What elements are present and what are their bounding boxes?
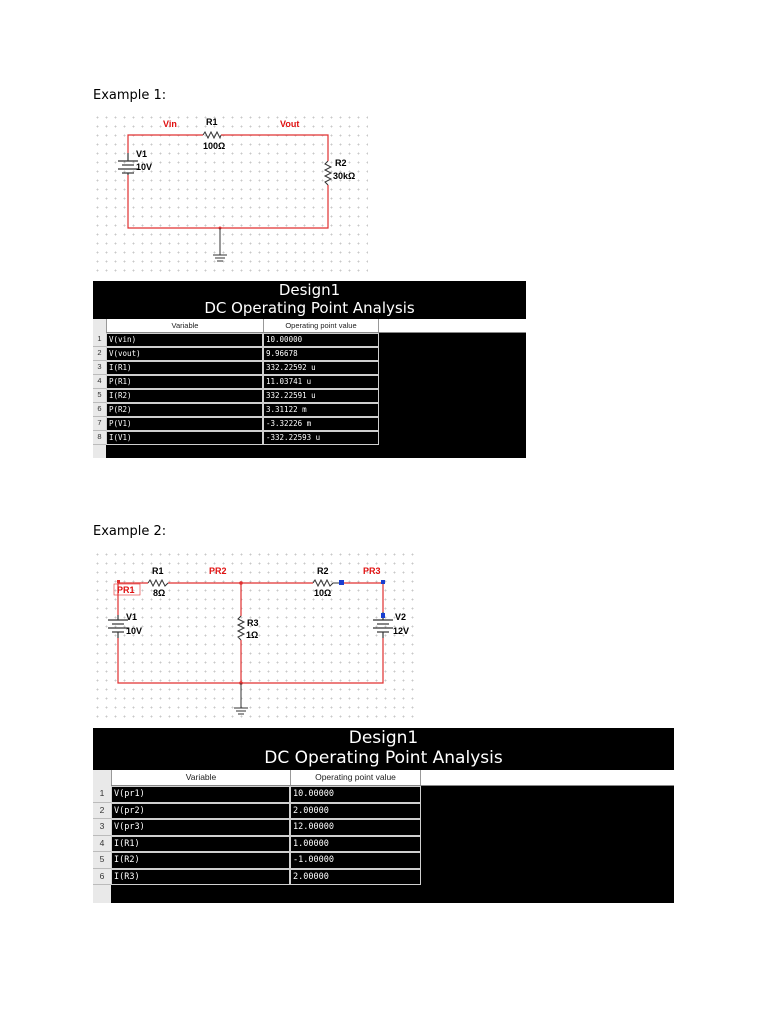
row-index: 5 (93, 389, 106, 403)
header-value: Operating point value (263, 319, 379, 332)
value-cell: 9.96678 (263, 347, 379, 361)
variable-cell: I(R1) (106, 361, 263, 375)
header-variable: Variable (111, 770, 290, 785)
header-index-cell (93, 770, 111, 785)
variable-cell: P(R1) (106, 375, 263, 389)
probe-marker (339, 580, 344, 585)
resistor-r1-symbol (148, 580, 168, 586)
variable-cell: I(V1) (106, 431, 263, 445)
variable-cell: V(pr1) (111, 786, 290, 803)
probe-label-pr1: PR1 (117, 585, 135, 595)
circuit-wires (128, 135, 328, 228)
results-header-row (93, 770, 674, 786)
node-label-vout: Vout (280, 119, 300, 129)
results-subtitle: DC Operating Point Analysis (264, 748, 503, 768)
value-cell: 3.31122 m (263, 403, 379, 417)
v1-name: V1 (136, 149, 148, 159)
header-index-cell (93, 319, 106, 332)
value-cell: -332.22593 u (263, 431, 379, 445)
node-label-vin: Vin (163, 119, 177, 129)
results-title: Design1 (348, 728, 419, 748)
row-index: 8 (93, 431, 106, 445)
value-cell: 332.22591 u (263, 389, 379, 403)
r3-value: 1Ω (246, 630, 259, 640)
r2-value: 10Ω (314, 588, 332, 598)
variable-cell: I(R3) (111, 869, 290, 886)
row-index: 1 (93, 786, 111, 803)
resistor-r1-symbol (203, 132, 221, 138)
r2-value: 30kΩ (333, 171, 356, 181)
example-1-schematic (93, 113, 368, 273)
dc-source-v1-symbol (108, 615, 128, 638)
row-index: 4 (93, 836, 111, 853)
row-index: 6 (93, 403, 106, 417)
v1-value: 10V (136, 162, 153, 172)
r1-value: 100Ω (203, 141, 226, 151)
resistor-r2-symbol (325, 161, 331, 185)
probe-label-pr3: PR3 (363, 566, 381, 576)
example-2-schematic (93, 550, 416, 718)
variable-cell: I(R2) (106, 389, 263, 403)
value-cell: 11.03741 u (263, 375, 379, 389)
probe-marker (117, 580, 120, 583)
example-2-results-panel (93, 728, 674, 903)
variable-cell: P(R2) (106, 403, 263, 417)
example-1-results-panel (93, 281, 526, 458)
resistor-r2-symbol (313, 580, 341, 586)
probe-marker (381, 580, 385, 584)
value-cell: 332.22592 u (263, 361, 379, 375)
value-cell: 1.00000 (290, 836, 421, 853)
r1-value: 8Ω (153, 588, 166, 598)
r1-name: R1 (206, 117, 218, 127)
value-cell: 10.00000 (263, 333, 379, 347)
row-index: 3 (93, 361, 106, 375)
header-variable: Variable (106, 319, 263, 332)
variable-cell: I(R2) (111, 852, 290, 869)
row-index: 6 (93, 869, 111, 886)
row-index: 2 (93, 347, 106, 361)
v2-name: V2 (395, 612, 407, 622)
ground-symbol (234, 683, 248, 714)
variable-cell: P(V1) (106, 417, 263, 431)
results-subtitle: DC Operating Point Analysis (204, 299, 415, 317)
r3-name: R3 (247, 618, 259, 628)
value-cell: 10.00000 (290, 786, 421, 803)
v1-name: V1 (126, 612, 138, 622)
row-index: 5 (93, 852, 111, 869)
probe-marker (381, 613, 385, 618)
value-cell: -1.00000 (290, 852, 421, 869)
variable-cell: V(pr2) (111, 803, 290, 820)
value-cell: -3.32226 m (263, 417, 379, 431)
variable-cell: V(vin) (106, 333, 263, 347)
probe-label-pr2: PR2 (209, 566, 227, 576)
row-index: 3 (93, 819, 111, 836)
v2-value: 12V (393, 626, 410, 636)
variable-cell: I(R1) (111, 836, 290, 853)
row-index: 2 (93, 803, 111, 820)
results-header-row (93, 319, 526, 333)
variable-cell: V(pr3) (111, 819, 290, 836)
r1-name: R1 (152, 566, 164, 576)
r2-name: R2 (317, 566, 329, 576)
variable-cell: V(vout) (106, 347, 263, 361)
resistor-r3-symbol (238, 616, 244, 640)
results-title: Design1 (278, 281, 341, 299)
value-cell: 2.00000 (290, 869, 421, 886)
header-value: Operating point value (290, 770, 421, 785)
r2-name: R2 (335, 158, 347, 168)
row-index: 1 (93, 333, 106, 347)
example-1-label: Example 1: (93, 88, 167, 103)
ground-symbol (213, 227, 227, 262)
value-cell: 2.00000 (290, 803, 421, 820)
row-index: 4 (93, 375, 106, 389)
v1-value: 10V (126, 626, 143, 636)
value-cell: 12.00000 (290, 819, 421, 836)
row-index: 7 (93, 417, 106, 431)
example-2-label: Example 2: (93, 524, 167, 539)
dc-source-v1-symbol (118, 153, 138, 175)
